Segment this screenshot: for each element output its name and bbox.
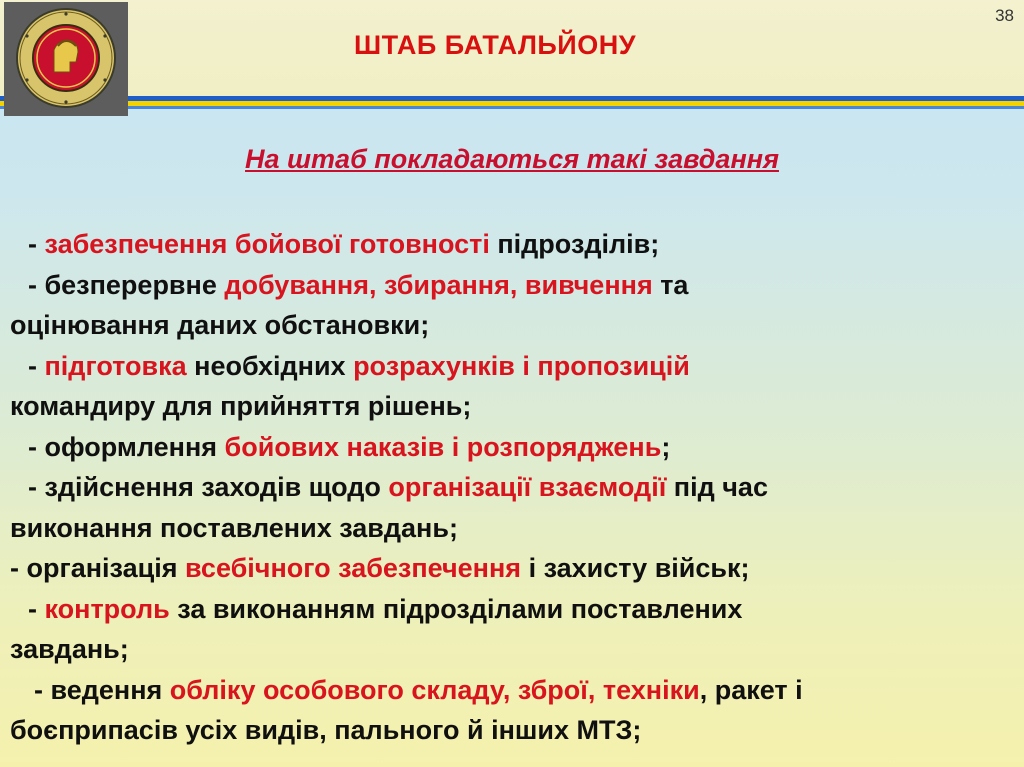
task-text: - здійснення заходів щодо bbox=[28, 472, 389, 502]
task-highlight-text: всебічного забезпечення bbox=[185, 553, 522, 583]
page-title: ШТАБ БАТАЛЬЙОНУ bbox=[353, 30, 637, 60]
task-item-line bbox=[10, 224, 1014, 265]
task-item-continuation: завдань; bbox=[10, 634, 129, 664]
task-item-continuation: виконання поставлених завдань; bbox=[10, 512, 458, 543]
task-text: - ведення bbox=[34, 674, 170, 705]
task-text: під час bbox=[666, 472, 768, 502]
task-highlight-text: добування, збирання, вивчення bbox=[224, 269, 653, 300]
task-item-continuation: командиру для прийняття рішень; bbox=[10, 391, 472, 421]
task-text: за виконанням підрозділами поставлених bbox=[169, 593, 743, 624]
task-text: - bbox=[28, 350, 45, 381]
task-text: ; bbox=[661, 431, 671, 462]
header-stripe-blue-lower bbox=[0, 106, 1024, 109]
task-item-line bbox=[10, 548, 1014, 589]
task-item-line bbox=[10, 427, 1014, 468]
task-text: підрозділів; bbox=[489, 229, 660, 259]
task-text: - оформлення bbox=[28, 431, 225, 462]
task-highlight-text: контроль bbox=[44, 593, 170, 624]
task-text: , ракет і bbox=[699, 674, 803, 705]
task-highlight-text: забезпечення бойової готовності bbox=[44, 229, 490, 259]
task-item-line bbox=[10, 346, 1014, 387]
task-highlight-text: обліку особового складу, зброї, техніки bbox=[169, 674, 700, 705]
task-text: - безперервне bbox=[28, 269, 225, 300]
military-institute-emblem-icon bbox=[10, 6, 122, 110]
task-highlight-text: організації взаємодії bbox=[388, 472, 667, 502]
task-text: - bbox=[28, 593, 45, 624]
task-item-line bbox=[10, 467, 1014, 508]
task-text: необхідних bbox=[186, 350, 354, 381]
section-subtitle: На штаб покладаються такі завдання bbox=[245, 144, 779, 174]
task-text: і захисту військ; bbox=[521, 553, 750, 583]
task-item-line bbox=[10, 589, 1014, 630]
task-highlight-text: розрахунків і пропозицій bbox=[353, 350, 690, 381]
page-number: 38 bbox=[995, 6, 1014, 25]
task-highlight-text: бойових наказів і розпоряджень bbox=[224, 431, 662, 462]
task-item-continuation: боєприпасів усіх видів, пального й інших МТЗ; bbox=[10, 715, 642, 745]
task-text: - організація bbox=[10, 553, 185, 583]
task-item-continuation: оцінювання даних обстановки; bbox=[10, 310, 430, 340]
task-highlight-text: підготовка bbox=[44, 350, 187, 381]
task-item-line bbox=[10, 670, 1014, 711]
task-text: та bbox=[652, 269, 689, 300]
task-item-line bbox=[10, 265, 1014, 306]
task-text: - bbox=[28, 229, 45, 259]
task-list bbox=[10, 224, 1014, 751]
